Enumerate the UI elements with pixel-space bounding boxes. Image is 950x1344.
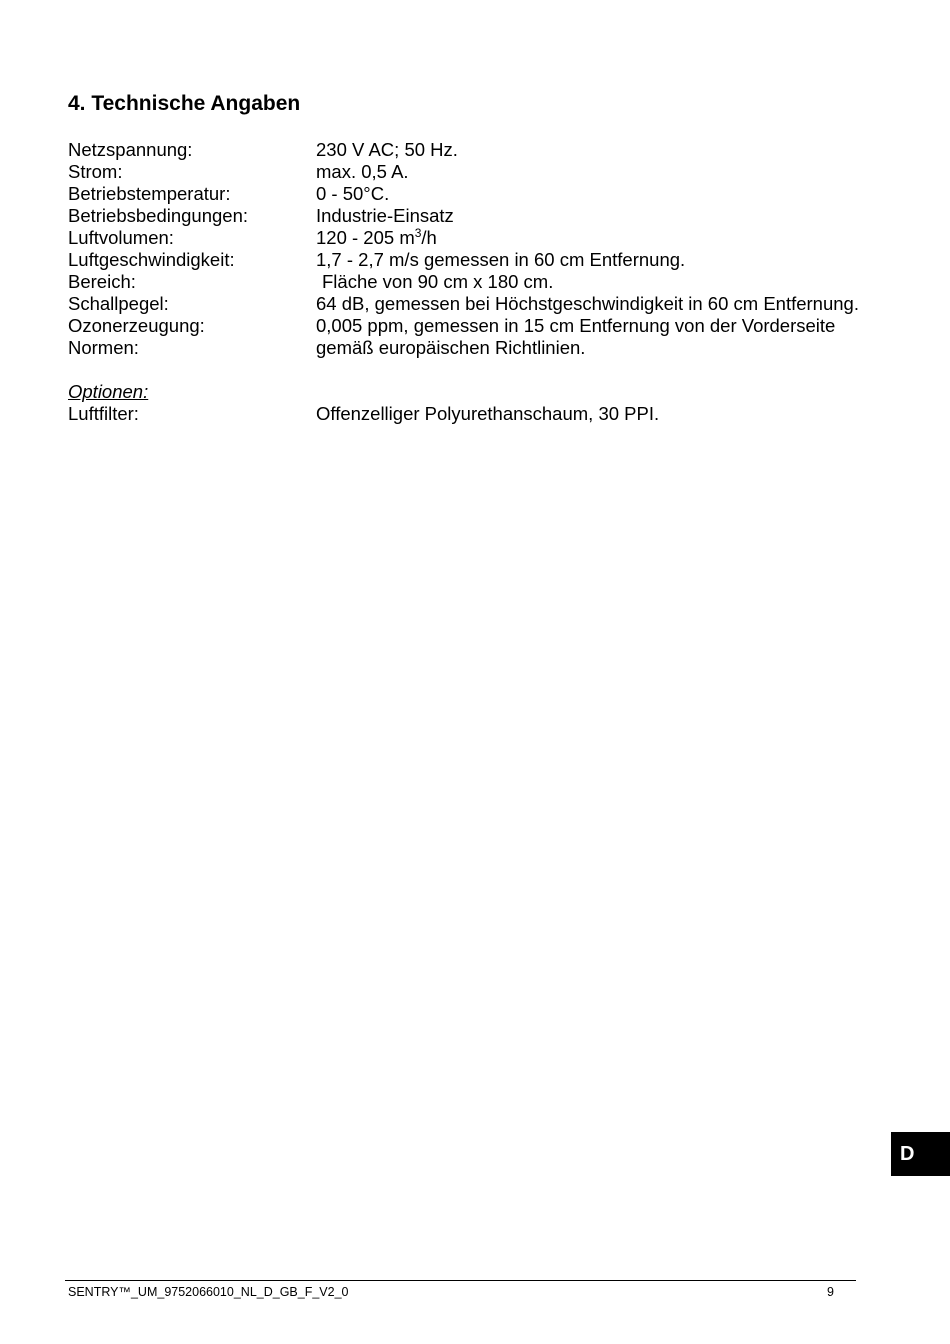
spec-label: Luftgeschwindigkeit: (68, 249, 235, 270)
spec-row-bereich (68, 271, 928, 293)
spec-value-text: 120 - 205 m (316, 227, 415, 248)
spec-value: 1,7 - 2,7 m/s gemessen in 60 cm Entfernung. (316, 249, 686, 270)
spec-label: Luftfilter: (68, 403, 139, 424)
spec-value: 0,005 ppm, gemessen in 15 cm Entfernung von der Vorderseite (316, 315, 836, 336)
spec-table (68, 139, 928, 359)
spec-value: 64 dB, gemessen bei Höchstgeschwindigkeit in 60 cm Entfernung. (316, 293, 859, 314)
spec-row-schallpegel (68, 293, 928, 315)
spec-row-ozonerzeugung (68, 315, 928, 337)
options-heading: Optionen: (68, 381, 149, 402)
spec-label: Schallpegel: (68, 293, 169, 314)
footer-divider (65, 1280, 856, 1281)
page-number: 9 (827, 1285, 834, 1299)
spec-value: Offenzelliger Polyurethanschaum, 30 PPI. (316, 403, 660, 424)
spec-row-luftfilter (68, 403, 928, 425)
spec-row-luftvolumen (68, 227, 928, 249)
spec-label: Bereich: (68, 271, 136, 292)
spec-row-strom (68, 161, 928, 183)
spec-value: max. 0,5 A. (316, 161, 409, 182)
spec-label: Normen: (68, 337, 139, 358)
spec-row-normen (68, 337, 928, 359)
spec-value: 0 - 50°C. (316, 183, 390, 204)
language-tab: D (891, 1132, 950, 1176)
spec-row-luftgeschwindigkeit (68, 249, 928, 271)
spec-value-luftvolumen (316, 227, 437, 249)
spec-label: Betriebstemperatur: (68, 183, 231, 204)
spec-row-betriebstemperatur (68, 183, 928, 205)
spec-value: Fläche von 90 cm x 180 cm. (322, 271, 554, 292)
spec-label: Betriebsbedingungen: (68, 205, 249, 226)
spec-label: Netzspannung: (68, 139, 193, 160)
spec-row-netzspannung (68, 139, 928, 161)
spec-label: Strom: (68, 161, 123, 182)
spec-value: 230 V AC; 50 Hz. (316, 139, 458, 160)
unit-suffix: /h (421, 227, 437, 248)
unit-exponent: 3 (414, 225, 422, 240)
spec-label: Luftvolumen: (68, 227, 174, 248)
spec-label: Ozonerzeugung: (68, 315, 205, 336)
section-heading: 4. Technische Angaben (68, 92, 301, 115)
spec-value: Industrie-Einsatz (316, 205, 454, 226)
footer-document-id: SENTRY™_UM_9752066010_NL_D_GB_F_V2_0 (68, 1285, 349, 1299)
spec-value: gemäß europäischen Richtlinien. (316, 337, 586, 358)
options-table (68, 403, 928, 425)
spec-row-betriebsbedingungen (68, 205, 928, 227)
